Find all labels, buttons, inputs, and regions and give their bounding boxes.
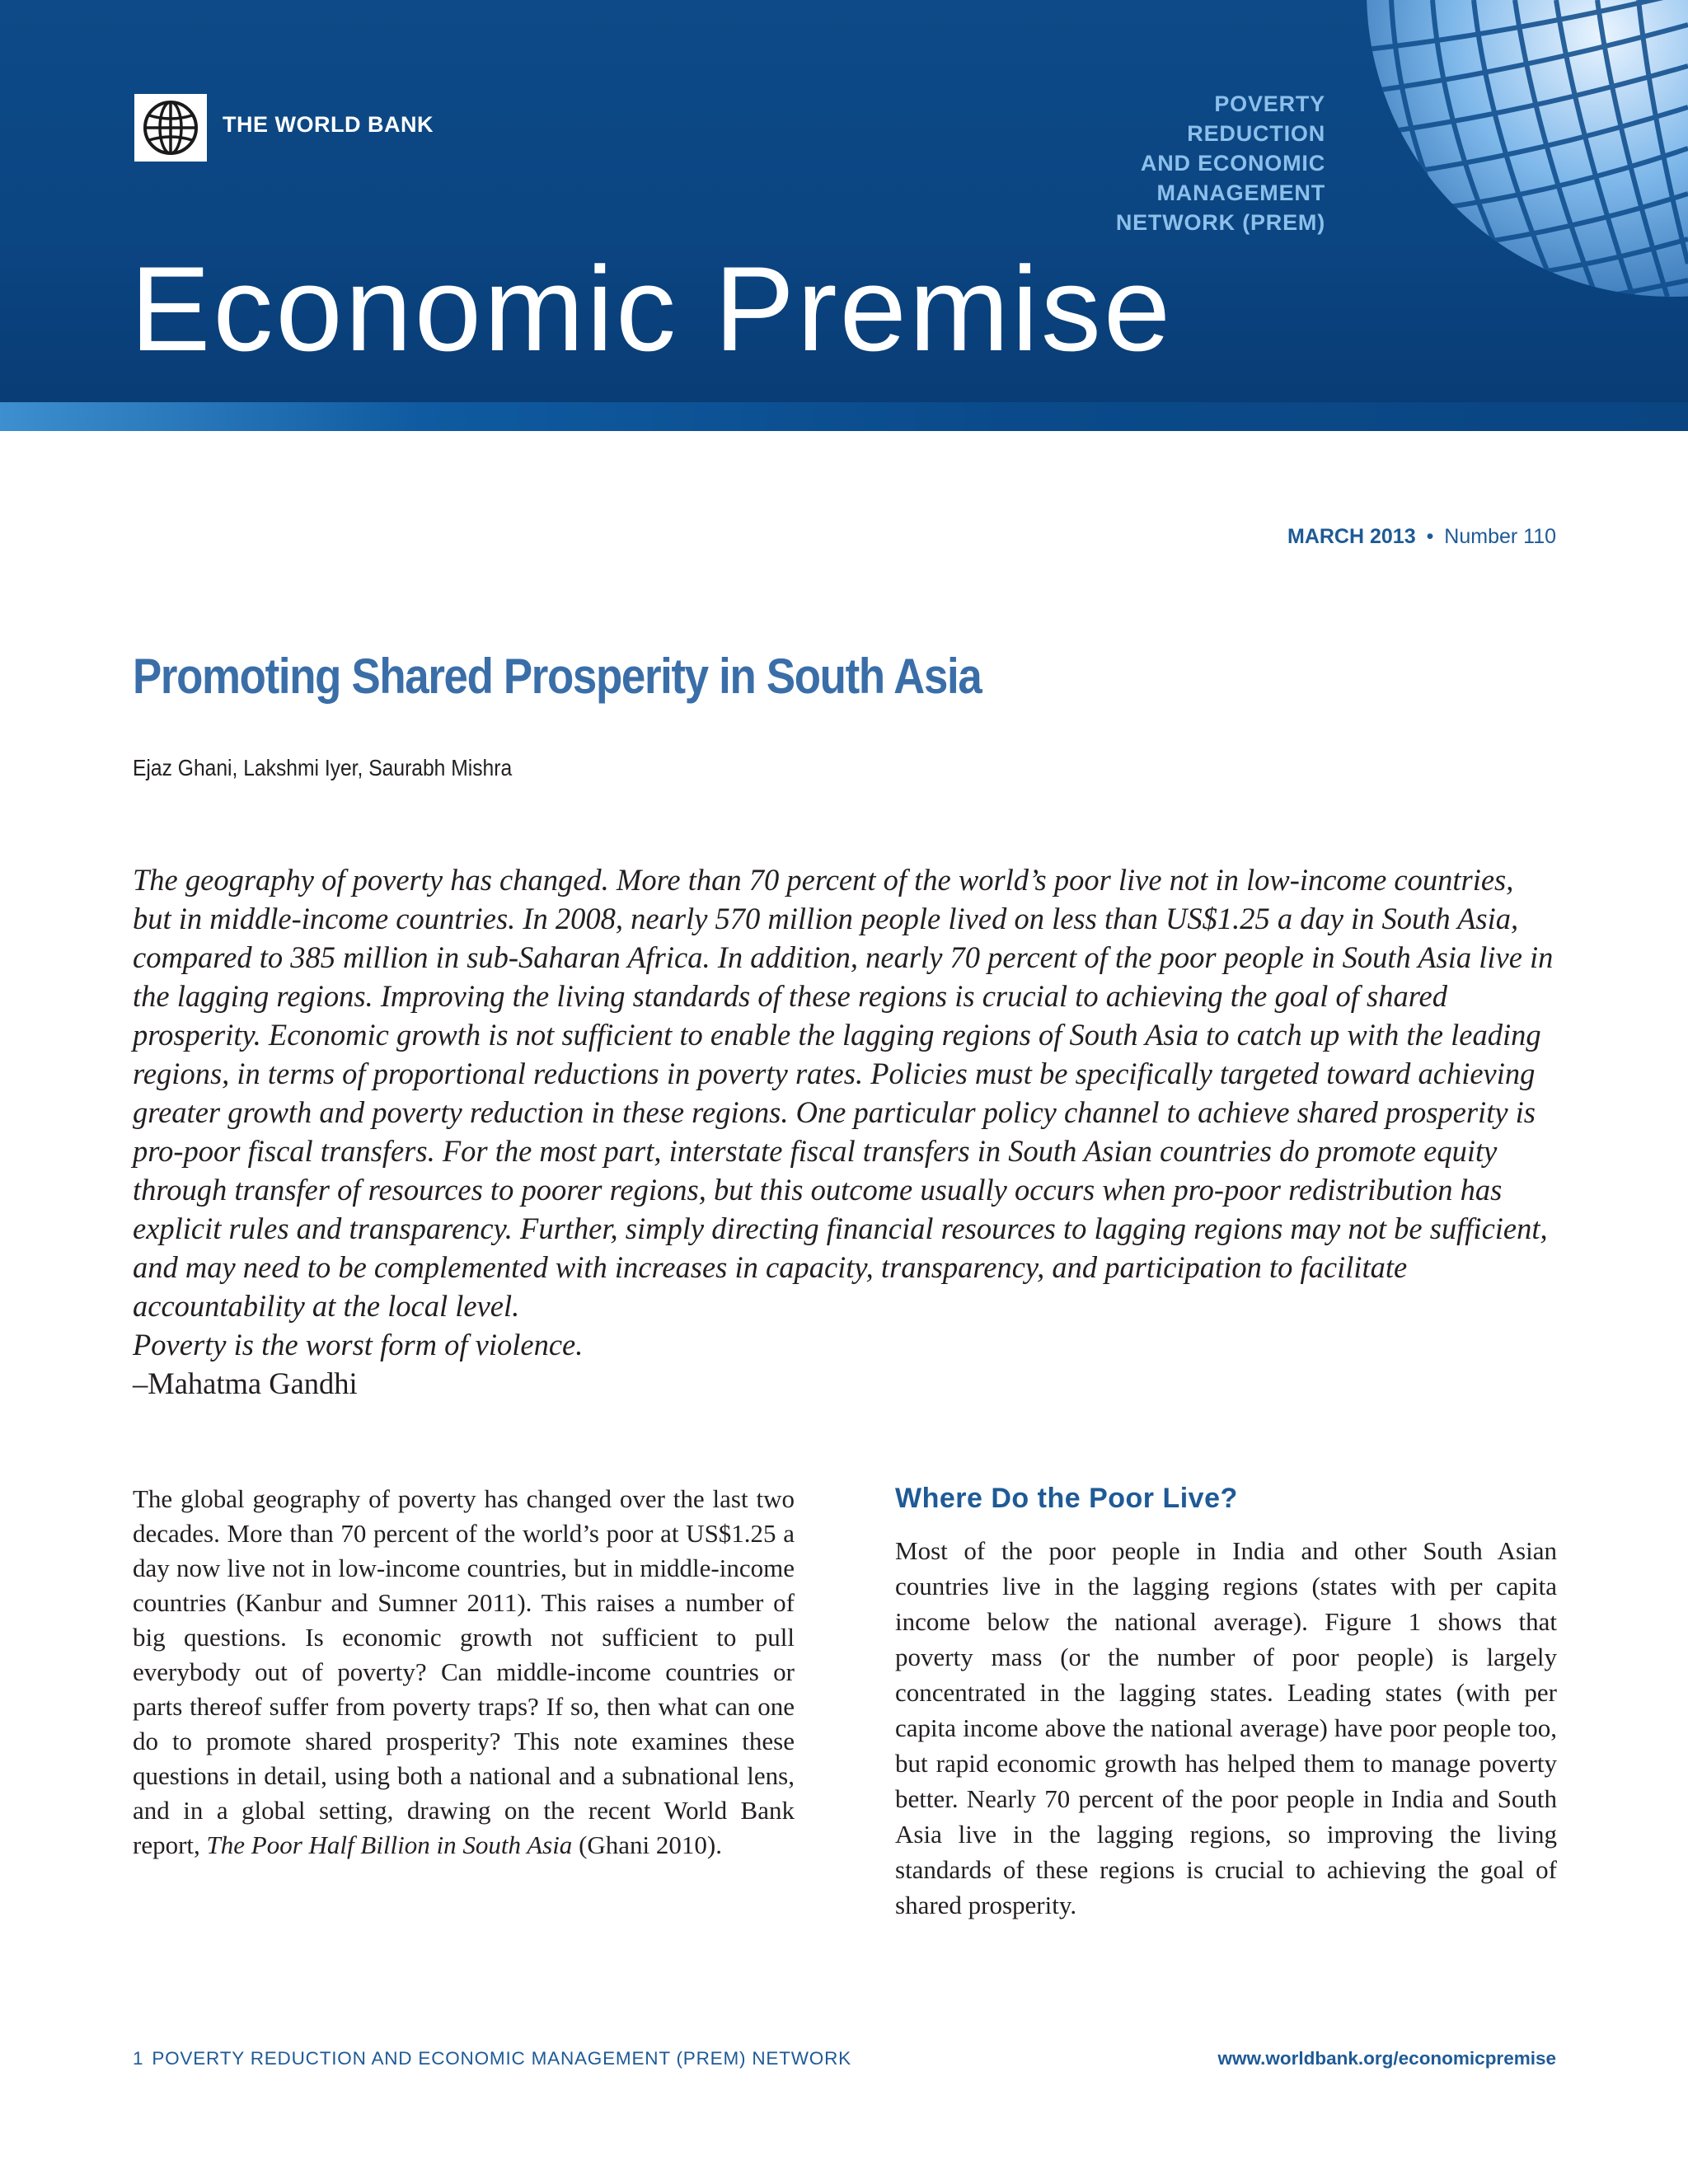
section-where-poor-live: [895, 1480, 1557, 1923]
world-bank-logo: [134, 94, 207, 162]
intro-citation: (Ghani 2010).: [572, 1830, 722, 1859]
section-heading: Where Do the Poor Live?: [895, 1483, 1238, 1514]
issue-info: [1287, 525, 1556, 549]
globe-grid-graphic: [1342, 0, 1688, 346]
issue-separator: •: [1426, 525, 1434, 548]
intro-text: The global geography of poverty has changed over the last two decades. More than 70 percent of the world’s poor at US$1.25 a day now live not in low-income countries, but in middle-income countries (Kanbur and Sumner 2011). This raises a number of big questions. Is economic growth not sufficient to pull everybody out of poverty? Can middle-income countries or parts thereof suffer from poverty traps? If so, then what can one do to promote shared prosperity? This note examines these questions in detail, using both a national and a subnational lens, and in a global setting, drawing on the recent World Bank report,: [133, 1484, 795, 1859]
network-line: REDUCTION: [1187, 121, 1325, 146]
quote-text: Poverty is the worst form of violence.: [133, 1328, 584, 1361]
footer-network-name: POVERTY REDUCTION AND ECONOMIC MANAGEMENT (PREM) NETWORK: [152, 2048, 851, 2069]
banner-strip: [0, 402, 1688, 431]
header-banner: [0, 0, 1688, 431]
network-line: POVERTY: [1214, 91, 1325, 116]
epigraph: [133, 1325, 874, 1403]
intro-paragraph: [133, 1482, 795, 1863]
series-title: Economic Premise: [130, 241, 1174, 376]
section-body: Most of the poor people in India and other South Asian countries live in the lagging regions (states with per capita income below the national average). Figure 1 shows that poverty mass (or the number of poor people) is largely concentrated in the lagging states. Leading states (with per capita income above the national average) have poor people too, but rapid economic growth has helped them to manage poverty better. Nearly 70 percent of the poor people in India and South Asia live in the lagging regions, so improving the living standards of these regions is crucial to achieving the goal of shared prosperity.: [895, 1536, 1557, 1919]
issue-number: Number 110: [1444, 525, 1556, 548]
org-name: THE WORLD BANK: [223, 112, 434, 137]
world-bank-globe-icon: [142, 99, 199, 157]
footer-url-link[interactable]: www.worldbank.org/economicpremise: [1217, 2048, 1556, 2069]
article-abstract: The geography of poverty has changed. More than 70 percent of the world’s poor live not in low-income countries, but in middle-income countries. In 2008, nearly 570 million people lived on less than US$1.25 a day in South Asia, compared to 385 million in sub-Saharan Africa. In addition, nearly 70 percent of the poor people in South Asia live in the lagging regions. Improving the living standards of these regions is crucial to achieving the goal of shared prosperity. Economic growth is not sufficient to enable the lagging regions of South Asia to catch up with the leading regions, in terms of proportional reductions in poverty rates. Policies must be specifically targeted toward achieving greater growth and poverty reduction in these regions. One particular policy channel to achieve shared prosperity is pro-poor fiscal transfers. For the most part, interstate fiscal transfers in South Asian countries do promote equity through transfer of resources to poorer regions, but this outcome usually occurs when pro-poor redistribution has explicit rules and transparency. Further, simply directing financial resources to lagging regions may not be sufficient, and may need to be complemented with increases in capacity, transparency, and participation to facilitate accountability at the local level.: [133, 863, 1554, 1323]
quote-author: –Mahatma Gandhi: [133, 1366, 358, 1400]
footer-network: [133, 2048, 851, 2069]
issue-date: MARCH 2013: [1287, 525, 1416, 548]
page-number: 1: [133, 2048, 144, 2069]
network-name: [996, 89, 1325, 237]
network-line: MANAGEMENT: [1156, 180, 1325, 205]
article-authors: Ejaz Ghani, Lakshmi Iyer, Saurabh Mishra: [133, 755, 513, 780]
article-title: Promoting Shared Prosperity in South Asia: [133, 649, 982, 704]
network-line: NETWORK (PREM): [1115, 210, 1325, 235]
report-title: The Poor Half Billion in South Asia: [206, 1830, 573, 1859]
network-line: AND ECONOMIC: [1140, 151, 1325, 176]
